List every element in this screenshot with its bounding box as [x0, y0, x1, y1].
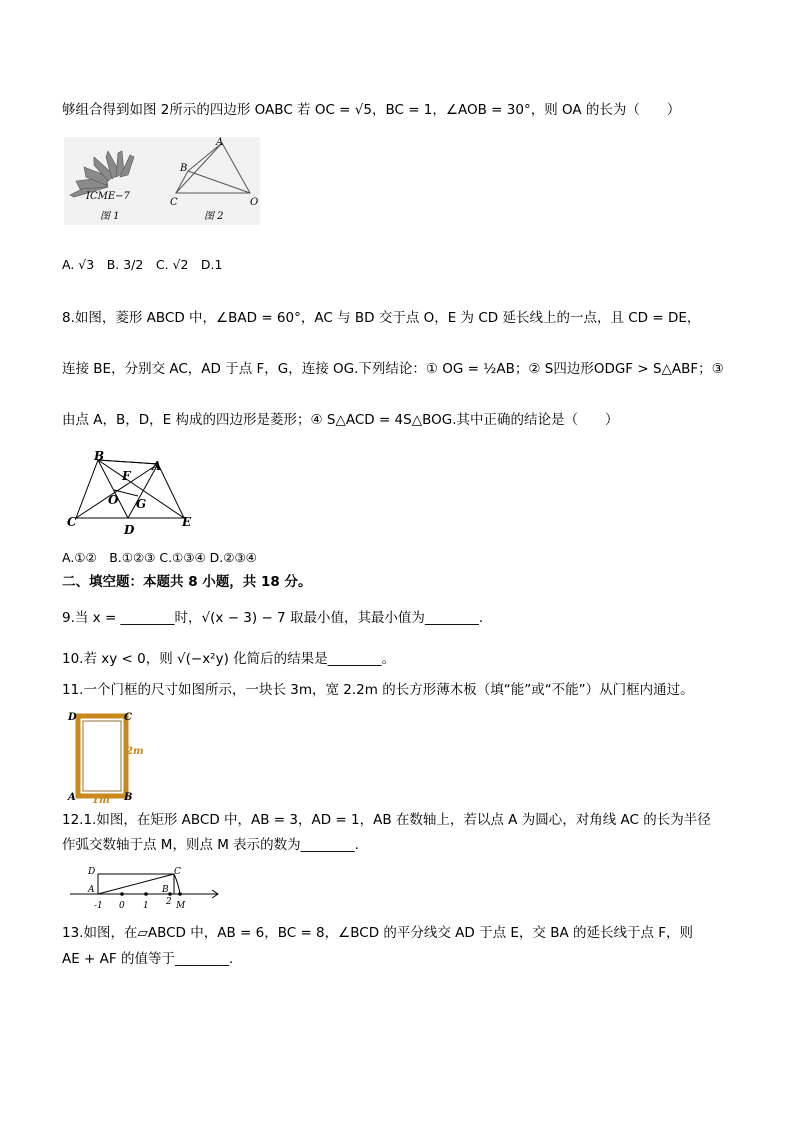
q12-tick-0: 0 [119, 901, 125, 911]
q11-width-label: 1m [92, 795, 110, 806]
q10-text: 10.若 xy < 0，则 √(−x²y) 化简后的结果是________。 [62, 651, 396, 667]
q12-label-C: C [174, 867, 181, 877]
q12-tick-1: 1 [143, 901, 149, 911]
q8-label-A: A [152, 459, 162, 473]
q8-figure [64, 450, 204, 540]
q8-label-G: G [136, 497, 147, 511]
fig2-label-A: A [216, 137, 224, 148]
q8-label-C: C [67, 515, 77, 529]
q12-figure [66, 862, 226, 912]
fig2-label-C: C [170, 197, 178, 208]
q11-label-A: A [68, 792, 76, 803]
q12-label-D: D [88, 867, 96, 877]
q12-label-M: M [176, 901, 186, 911]
q9-text: 9.当 x = ________时，√(x − 3) − 7 取最小值，其最小值为________. [62, 610, 484, 626]
q7-text: 够组合得到如图 2所示的四边形 OABC 若 OC = √5，BC = 1，∠AOB = 30°，则 OA 的长为（ ） [62, 102, 681, 118]
q8-line1: 8.如图，菱形 ABCD 中，∠BAD = 60°，AC 与 BD 交于点 O，E 为 CD 延长线上的一点，且 CD = DE， [62, 310, 701, 326]
q7-options: A. √3 B. 3/2 C. √2 D.1 [62, 257, 223, 272]
q7-figure-1 [64, 137, 164, 225]
q7-figure-2 [164, 137, 260, 225]
q11-label-D: D [68, 712, 77, 723]
q12-tick-neg1: -1 [94, 901, 103, 911]
fig2-label-B: B [180, 163, 188, 174]
q8-options: A.①② B.①②③ C.①③④ D.②③④ [62, 550, 257, 565]
q8-label-E: E [182, 515, 192, 529]
q13-line2: AE + AF 的值等于________. [62, 951, 234, 967]
q8-line3: 由点 A，B，D，E 构成的四边形是菱形；④ S△ACD = 4S△BOG.其中正确的结论是（ ） [62, 412, 619, 428]
section-2-heading: 二、填空题：本题共 8 小题，共 18 分。 [62, 574, 312, 590]
q11-text: 11.一个门框的尺寸如图所示，一块长 3m，宽 2.2m 的长方形薄木板（填“能”或“不能”）从门框内通过。 [62, 682, 694, 698]
q12-line2: 作弧交数轴于点 M，则点 M 表示的数为________. [62, 837, 359, 853]
q8-line2: 连接 BE，分别交 AC，AD 于点 F，G，连接 OG.下列结论：① OG = ½AB；② S四边形ODGF > S△ABF；③ [62, 361, 724, 377]
q12-tick-2: 2 [166, 897, 172, 907]
q13-line1: 13.如图，在▱ABCD 中，AB = 6，BC = 8，∠BCD 的平分线交 AD 于点 E，交 BA 的延长线于点 F，则 [62, 925, 694, 941]
fig2-caption: 图 2 [204, 211, 224, 222]
q11-label-B: B [124, 792, 133, 803]
icme-label: ICME−7 [86, 191, 130, 202]
q8-label-B: B [94, 449, 105, 463]
q11-door-figure [66, 708, 146, 808]
q11-height-label: 2m [126, 746, 144, 757]
q12-label-A: A [88, 885, 95, 895]
q12-label-B: B [162, 885, 169, 895]
q12-line1: 12.1.如图，在矩形 ABCD 中，AB = 3，AD = 1，AB 在数轴上，若以点 A 为圆心，对角线 AC 的长为半径 [62, 812, 711, 828]
fig1-caption: 图 1 [100, 211, 120, 222]
q8-label-O: O [108, 493, 119, 507]
q8-label-F: F [122, 469, 131, 483]
q11-label-C: C [124, 712, 132, 723]
q8-label-D: D [124, 523, 135, 537]
fig2-label-O: O [250, 197, 259, 208]
